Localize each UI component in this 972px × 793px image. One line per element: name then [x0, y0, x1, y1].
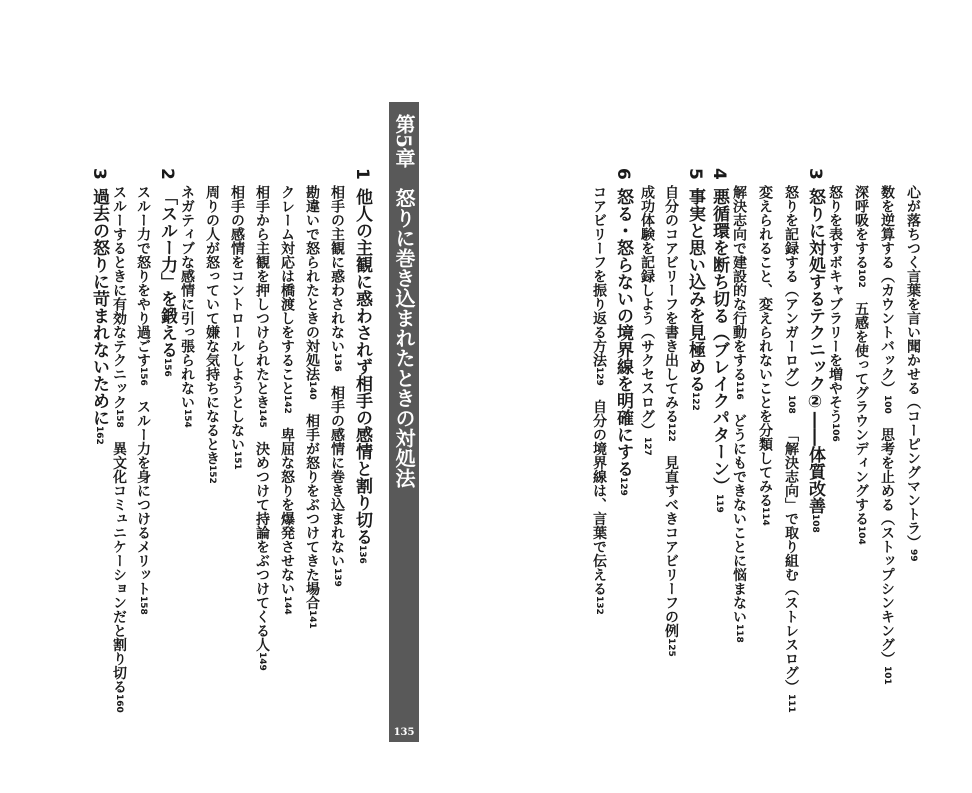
toc-entry: スルー力で怒りをやり過ごす156スルー力を身につけるメリット158 [135, 185, 151, 615]
page-number: 129 [618, 476, 628, 496]
page-number: 108 [810, 513, 820, 533]
toc-entry: 自分のコアビリーフを書き出してみる122見直すべきコアビリーフの例125 [663, 185, 679, 657]
chapter-title: 第5章 怒りに巻き込まれたときの対処法 [392, 114, 416, 488]
section-number: 1 [352, 168, 372, 180]
page-number: 111 [786, 693, 796, 713]
page-number: 149 [257, 651, 267, 671]
page-number: 122 [690, 391, 700, 411]
page-number: 160 [114, 693, 124, 713]
section-heading: 6怒る・怒らないの境界線を明確にする129 [613, 168, 633, 496]
page-number: 129 [594, 367, 604, 386]
toc-entry: 怒りを記録する（アンガーログ）108「解決志向」で取り組む（ストレスログ）111 [783, 185, 799, 713]
toc-entry: クレーム対応は橋渡しをすること142卑屈な怒りを爆発させない144 [279, 185, 295, 615]
page-number: 122 [666, 423, 676, 442]
page-number: 158 [114, 409, 124, 428]
page-number: 100 [882, 395, 892, 414]
page-number: 99 [908, 549, 918, 562]
page-number: 101 [882, 665, 892, 685]
section-number: 2 [157, 168, 177, 180]
page-number: 118 [734, 623, 744, 643]
toc-entry: 解決志向で建設的な行動をする116どうにもできないことに悩まない118 [731, 185, 747, 643]
section-heading: 3過去の怒りに苛まれないために162 [89, 168, 109, 445]
section-heading: 2「スルー力」を鍛える156 [157, 168, 177, 377]
page-number: 142 [282, 395, 292, 414]
toc-entry: 相手から主観を押しつけられたとき145決めつけて持論をぶつけてくる人149 [254, 185, 270, 671]
page-number: 156 [138, 367, 148, 386]
toc-entry: 勘違いで怒られたときの対処法140相手が怒りをぶつけてきた場合141 [304, 185, 320, 629]
toc-entry: 成功体験を記録しよう（サクセスログ）127 [639, 185, 655, 456]
page-number: 141 [307, 609, 317, 629]
toc-entry: 相手の主観に惑わされない136相手の感情に巻き込まれない139 [329, 185, 345, 587]
page-number: 119 [714, 493, 724, 513]
chapter-page-number: 135 [393, 727, 415, 738]
section-number: 3 [89, 168, 109, 180]
page-number: 152 [207, 465, 217, 484]
toc-entry: スルーするときに有効なテクニック158異文化コミュニケーションだと割り切る160 [111, 185, 127, 713]
toc-entry: 怒りを表すボキャブラリーを増やそう106 [827, 185, 843, 442]
page-number: 136 [332, 353, 342, 372]
section-heading: 5事実と思い込みを見極める122 [685, 168, 705, 411]
section-number: 3 [805, 168, 825, 180]
page-number: 125 [666, 637, 676, 657]
page-number: 162 [94, 425, 104, 445]
page-number: 151 [232, 451, 242, 470]
page-number: 132 [594, 595, 604, 615]
toc-entry: 深呼吸をする102五感を使ってグラウンディングする104 [853, 185, 869, 545]
page-number: 140 [307, 381, 317, 400]
section-number: 5 [685, 168, 705, 180]
toc-entry: 周りの人が怒っていて嫌な気持ちになるとき152 [204, 185, 220, 484]
toc-entry: コアビリーフを振り返る方法129自分の境界線は、言葉で伝える132 [591, 185, 607, 615]
page-number: 144 [282, 595, 292, 615]
page-number: 104 [856, 525, 866, 545]
page-number: 127 [642, 437, 652, 456]
page-number: 156 [162, 357, 172, 377]
toc-entry: 心が落ちつく言葉を言い聞かせる（コーピングマントラ）99 [905, 185, 921, 562]
section-number: 4 [709, 168, 729, 180]
toc-entry: 変えられること、変えられないことを分類してみる114 [757, 185, 773, 526]
chapter-title-band [389, 102, 419, 742]
page-number: 145 [257, 409, 267, 428]
page-number: 102 [856, 269, 866, 288]
page-number: 139 [332, 567, 342, 587]
page-number: 106 [830, 423, 840, 442]
section-heading: 3怒りに対処するテクニック②――体質改善108 [805, 168, 825, 533]
toc-entry: ネガティブな感情に引っ張られない154 [179, 185, 195, 428]
page-number: 108 [786, 395, 796, 414]
page-number: 136 [357, 544, 367, 564]
section-heading: 4悪循環を断ち切る（ブレイクパターン）119 [709, 168, 729, 513]
toc-entry: 相手の感情をコントロールしようとしない151 [229, 185, 245, 470]
page-number: 158 [138, 595, 148, 615]
section-number: 6 [613, 168, 633, 180]
section-heading: 1他人の主観に惑わされず相手の感情と割り切る136 [352, 168, 372, 564]
toc-entry: 数を逆算する（カウントバック）100思考を止める（ストップシンキング）101 [879, 185, 895, 685]
page-number: 114 [760, 507, 770, 526]
page-number: 116 [734, 381, 744, 400]
page-number: 154 [182, 409, 192, 428]
